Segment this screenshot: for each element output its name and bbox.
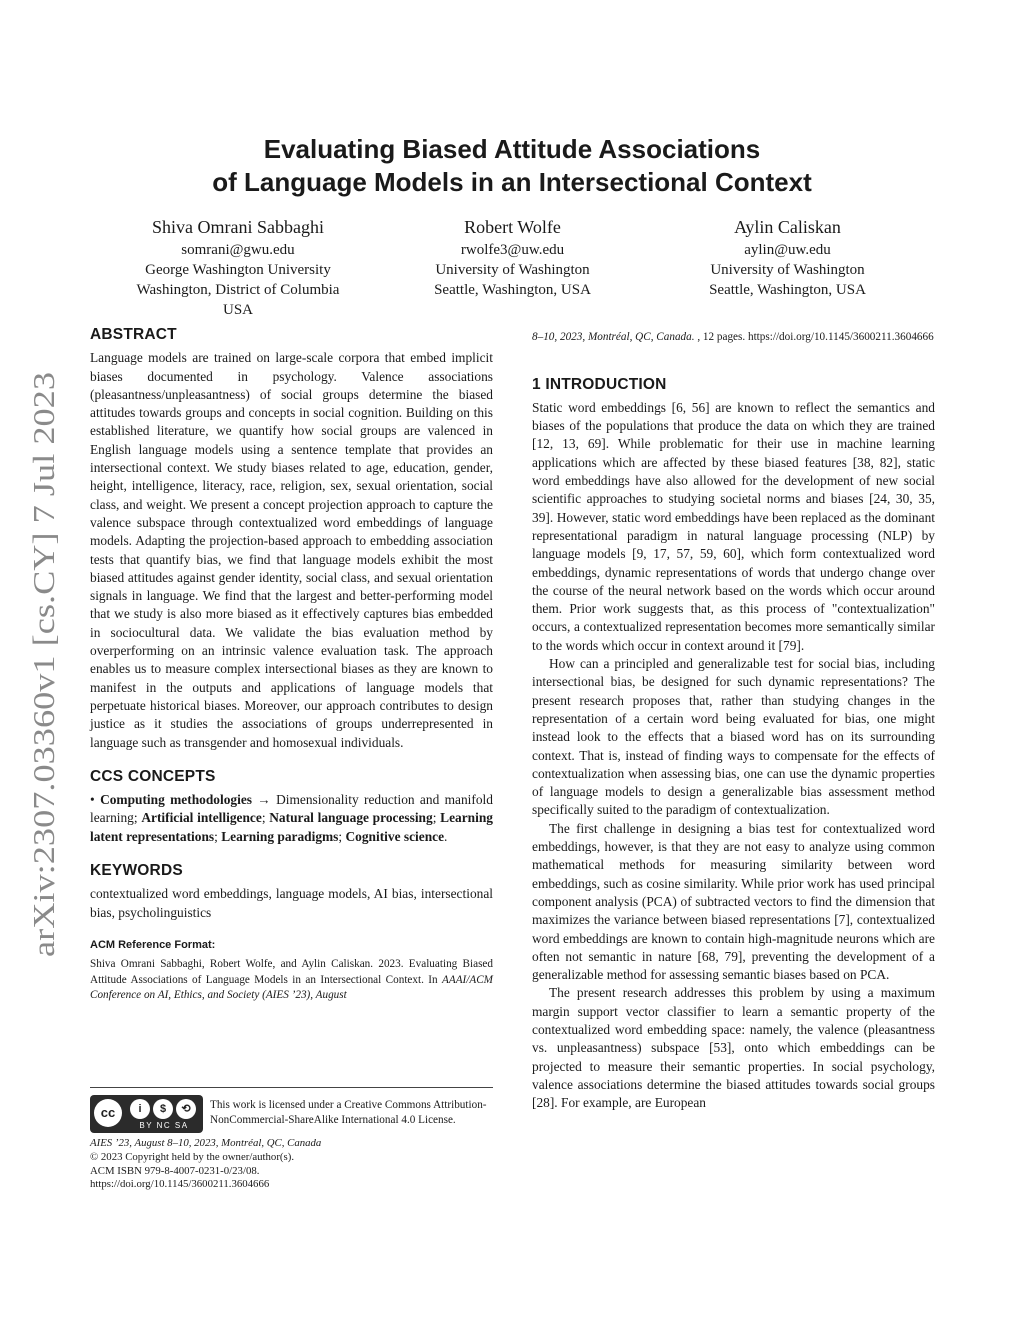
acm-reference-body: Shiva Omrani Sabbaghi, Robert Wolfe, and Aylin Caliskan. 2023. Evaluating Biased Attitude Associations of Language Models in an Intersectional Context. In <box>90 958 493 986</box>
author-affiliation: University of Washington <box>435 262 590 278</box>
ccs-sep: ; <box>432 810 437 826</box>
author-affiliation: University of Washington <box>710 262 865 278</box>
ccs-bullet: • <box>90 792 95 808</box>
author-name: Shiva Omrani Sabbaghi <box>152 217 324 237</box>
ccs-end: . <box>444 828 448 844</box>
intro-paragraph-3: The first challenge in designing a bias test for contextualized word embeddings, however, is that they are not easy to analyze using common mathematical methods for measuring similarity between word embeddings, such as cosine similarity. While prior work has used principal component analysis (PCA) of subtracted vectors to find the dimension that maximizes the variance between biased representations [7], contextualized word embeddings are known to contain high-magnitude neurons which are often not semantic in nature [68, 79], preventing the development of a generalizable method for assessing semantic biases based on PCA. <box>532 820 935 983</box>
ccs-term: Cognitive science <box>345 828 445 844</box>
cc-license-badge[interactable] <box>90 1095 203 1133</box>
arxiv-stamp <box>14 372 66 957</box>
license-venue: AIES ’23, August 8–10, 2023, Montréal, QC, Canada <box>90 1137 322 1149</box>
cc-badge-label: BY NC SA <box>139 1121 189 1130</box>
ccs-sep: ; <box>261 810 266 826</box>
license-copyright: © 2023 Copyright held by the owner/author(s). <box>90 1150 295 1163</box>
author-location: Seattle, Washington, USA <box>434 282 591 298</box>
license-doi[interactable]: https://doi.org/10.1145/3600211.3604666 <box>90 1178 270 1191</box>
license-text: This work is licensed under a Creative Commons Attribution-NonCommercial-ShareAlike International 4.0 License. <box>210 1099 487 1126</box>
author-email: somrani@gwu.edu <box>181 242 295 258</box>
acm-reference-venue: AAAI/ACM Conference on AI, Ethics, and Society (AIES ’23), August <box>90 973 493 1002</box>
acm-reference-heading: ACM Reference Format: <box>90 938 216 951</box>
ccs-term: Artificial intelligence <box>141 810 262 826</box>
ccs-sep: ; <box>338 828 343 844</box>
title-line-2: of Language Models in an Intersectional Context <box>212 167 812 197</box>
ccs-term: Computing methodologies <box>100 792 252 808</box>
author-name: Aylin Caliskan <box>734 217 841 237</box>
acm-reference-text <box>90 957 493 1004</box>
sa-icon: ⟲ <box>176 1099 196 1119</box>
ccs-sep: ; <box>214 828 218 844</box>
intro-paragraph-2: How can a principled and generalizable test for social bias, including intersectional bias, be designed for such dynamic representations? The present research proposes that, rather than studying changes in the representation of a certain word being evaluated for bias, one might instead look to the effects that a biased word has on its surrounding context. That is, instead of finding ways to compensate for the effects of contextualization when assessing bias, one can use the dynamic properties of language models to design a generalizable bias assessment method specifically suited to the paradigm of contextualization. <box>532 656 935 818</box>
author-block-2 <box>410 215 615 300</box>
cc-icon: cc <box>94 1099 122 1127</box>
license-meta <box>90 1137 493 1192</box>
title-line-1: Evaluating Biased Attitude Associations <box>263 134 761 164</box>
nc-icon: $ <box>153 1099 173 1119</box>
arxiv-stamp-text: arXiv:2307.03360v1 [cs.CY] 7 Jul 2023 <box>26 457 61 957</box>
ccs-term: Learning paradigms <box>221 828 339 844</box>
ccs-term: Natural language processing <box>269 810 433 826</box>
by-icon: i <box>130 1099 150 1119</box>
keywords-text: contextualized word embeddings, language models, AI bias, intersectional bias, psycholinguistics <box>90 886 493 920</box>
acm-reference-venue-cont: 8–10, 2023, Montréal, QC, Canada. <box>532 331 695 343</box>
license-isbn: ACM ISBN 979-8-4007-0231-0/23/08. <box>90 1164 260 1177</box>
intro-paragraph-1: Static word embeddings [6, 56] are known to reflect the semantics and biases of the populations that produce the data on which they are trained [12, 13, 69]. While problematic for their use in machine learning applications which are affected by these biased features [38, 82], static word embeddings have also allowed for the development of new social scientific approaches to studying societal norms and biases [24, 30, 35, 39]. However, static word embeddings have been replaced as the dominant representational paradigm in natural language processing (NLP) by language models [9, 17, 57, 59, 60], which form contextualized word embeddings, dynamic representations of words that undergo change over the course of the neural network based on the words which occur around them. Prior work suggests that, as this process of "contextualization" occurs, a contextualized representation becomes more semantically similar to the words which occur in context around it [79]. <box>532 399 935 653</box>
author-location: Washington, District of Columbia <box>136 282 340 298</box>
author-email: rwolfe3@uw.edu <box>460 242 565 258</box>
acm-reference-pages-doi: , 12 pages. https://doi.org/10.1145/3600211.3604666 <box>694 331 934 343</box>
ccs-term: Dimensionality reduction and manifold learning <box>90 792 493 826</box>
left-column <box>90 326 493 1004</box>
author-block-1 <box>118 215 358 320</box>
paper-title <box>90 133 934 199</box>
author-location: Seattle, Washington, USA <box>709 282 866 298</box>
author-affiliation: George Washington University <box>145 262 331 278</box>
right-column <box>532 330 935 1112</box>
author-block-3 <box>680 215 895 300</box>
intro-paragraph-4: The present research addresses this problem by using a maximum margin support vector classifier to learn a semantic property of the contextualized word embedding space: namely, the valence (pleasantness vs. unpleasantness) subspace [53], onto which embeddings can be projected to measure their semantic properties. In social psychology, valence associations determine the biased attitudes towards social groups [28]. For example, are European <box>532 985 935 1111</box>
keywords-heading: KEYWORDS <box>90 862 183 880</box>
ccs-arrow: → <box>257 792 271 808</box>
acm-reference-continued <box>532 330 935 346</box>
author-name: Robert Wolfe <box>464 217 561 237</box>
ccs-concepts <box>90 791 493 846</box>
footnote-rule <box>90 1087 493 1088</box>
ccs-term: Learning latent representations <box>90 810 493 844</box>
author-email: aylin@uw.edu <box>744 242 831 258</box>
introduction-heading: 1 INTRODUCTION <box>532 375 667 393</box>
ccs-heading: CCS CONCEPTS <box>90 767 216 785</box>
ccs-sep: ; <box>133 810 138 826</box>
abstract-heading: ABSTRACT <box>90 326 177 343</box>
abstract-text: Language models are trained on large-scale corpora that embed implicit biases documented in psychology. Valence associations (pleasantness/unpleasantness) of social groups determine the biased attitudes towards groups and concepts in social cognition. Building on this established literature, we quantify how social groups are valenced in English language models using a sentence template that provides an intersectional context. We study biases related to age, education, gender, height, intelligence, literacy, race, religion, sex, sexual orientation, social class, and weight. We present a concept projection approach to capture the valence subspace through contextualized word embeddings of language models. Adapting the projection-based approach to embedding association tests that quantify bias, we find that language models exhibit the most biased attitudes against gender identity, social class, and sexual orientation signals in language. We find that the largest and better-performing model that we study is also more biased as it effectively captures bias embedded in sociocultural data. We validate the bias evaluation method by overperforming on an intrinsic valence evaluation task. The approach enables us to measure complex intersectional biases as they are known to manifest in the outputs and applications of language models that perpetuate historical biases. Moreover, our approach contributes to design justice as it studies the associations of groups underrepresented in language such as transgender and homosexual individuals. <box>90 350 493 750</box>
author-country: USA <box>222 302 253 318</box>
